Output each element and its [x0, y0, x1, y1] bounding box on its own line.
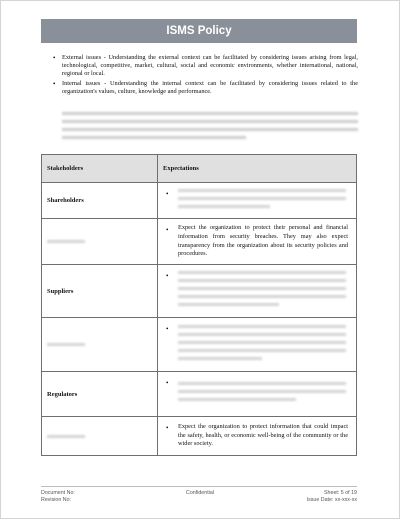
- footer-document-no: Document No:: [41, 490, 75, 496]
- header-expectations: Expectations: [158, 155, 357, 183]
- blurred-paragraph: [62, 112, 358, 144]
- bullet-text-internal: Internal issues - Understanding the internal context can be facilitated by considering issues related to the organization's values, culture, knowledge and performance.: [62, 79, 358, 95]
- stakeholder-cell: Shareholders: [42, 183, 158, 219]
- footer-left: [41, 490, 75, 504]
- bullet-icon: •: [166, 190, 169, 198]
- expectation-cell: [158, 372, 357, 417]
- bullet-item: [53, 54, 358, 79]
- footer-classification: Confidential: [186, 490, 214, 496]
- bullet-icon: •: [166, 325, 169, 333]
- expectation-text: Expect the organization to protect their personal and financial information from security breaches. They may also expect transparency from the organization about its security policies and procedures.: [178, 224, 348, 258]
- bullet-text-external: External issues - Understanding the external context can be facilitated by considering issues arising from legal, technological, competitive, market, cultural, social and economic environments, whether international, national, regional or local.: [62, 54, 358, 78]
- stakeholder-cell: [42, 417, 158, 456]
- footer-issue-date: Issue Date: xx-xxx-xx: [306, 497, 357, 503]
- footer-sheet: Sheet: 5 of 19: [324, 490, 357, 496]
- stakeholder-cell: [42, 219, 158, 265]
- bullet-icon: •: [166, 424, 169, 432]
- footer-revision-no: Revision No:: [41, 497, 72, 503]
- table-row: [42, 219, 357, 265]
- footer-right: [307, 490, 357, 504]
- blurred-stakeholder: [47, 240, 85, 243]
- expectation-cell: [158, 265, 357, 318]
- table-row: [42, 183, 357, 219]
- table-row: [42, 417, 357, 456]
- page-title: ISMS Policy: [41, 19, 357, 43]
- blurred-stakeholder: [47, 435, 85, 438]
- blurred-expectation: [178, 271, 346, 306]
- blurred-expectation: [178, 382, 346, 401]
- header-stakeholders: Stakeholders: [42, 155, 158, 183]
- table-row: [42, 318, 357, 372]
- stakeholder-cell: Regulators: [42, 372, 158, 417]
- stakeholder-table: [41, 154, 357, 456]
- expectation-cell: [158, 417, 357, 456]
- expectation-cell: [158, 183, 357, 219]
- expectation-cell: [158, 219, 357, 265]
- footer-divider: [41, 486, 357, 487]
- blurred-stakeholder: [47, 343, 85, 346]
- expectation-cell: [158, 318, 357, 372]
- bullet-icon: •: [53, 54, 56, 62]
- bullet-icon: •: [166, 226, 169, 234]
- table-row: [42, 372, 357, 417]
- bullet-icon: •: [53, 79, 56, 88]
- blurred-expectation: [178, 325, 346, 360]
- bullet-item: [53, 79, 358, 96]
- context-bullet-list: [53, 54, 358, 97]
- bullet-icon: •: [166, 379, 169, 387]
- stakeholder-cell: Suppliers: [42, 265, 158, 318]
- table-row: [42, 265, 357, 318]
- expectation-text: Expect the organization to protect information that could impact the safety, health, or economic well-being of the community or the wider society.: [178, 423, 348, 448]
- stakeholder-cell: [42, 318, 158, 372]
- bullet-icon: •: [166, 272, 169, 280]
- blurred-expectation: [178, 189, 346, 208]
- table-header-row: [42, 155, 357, 183]
